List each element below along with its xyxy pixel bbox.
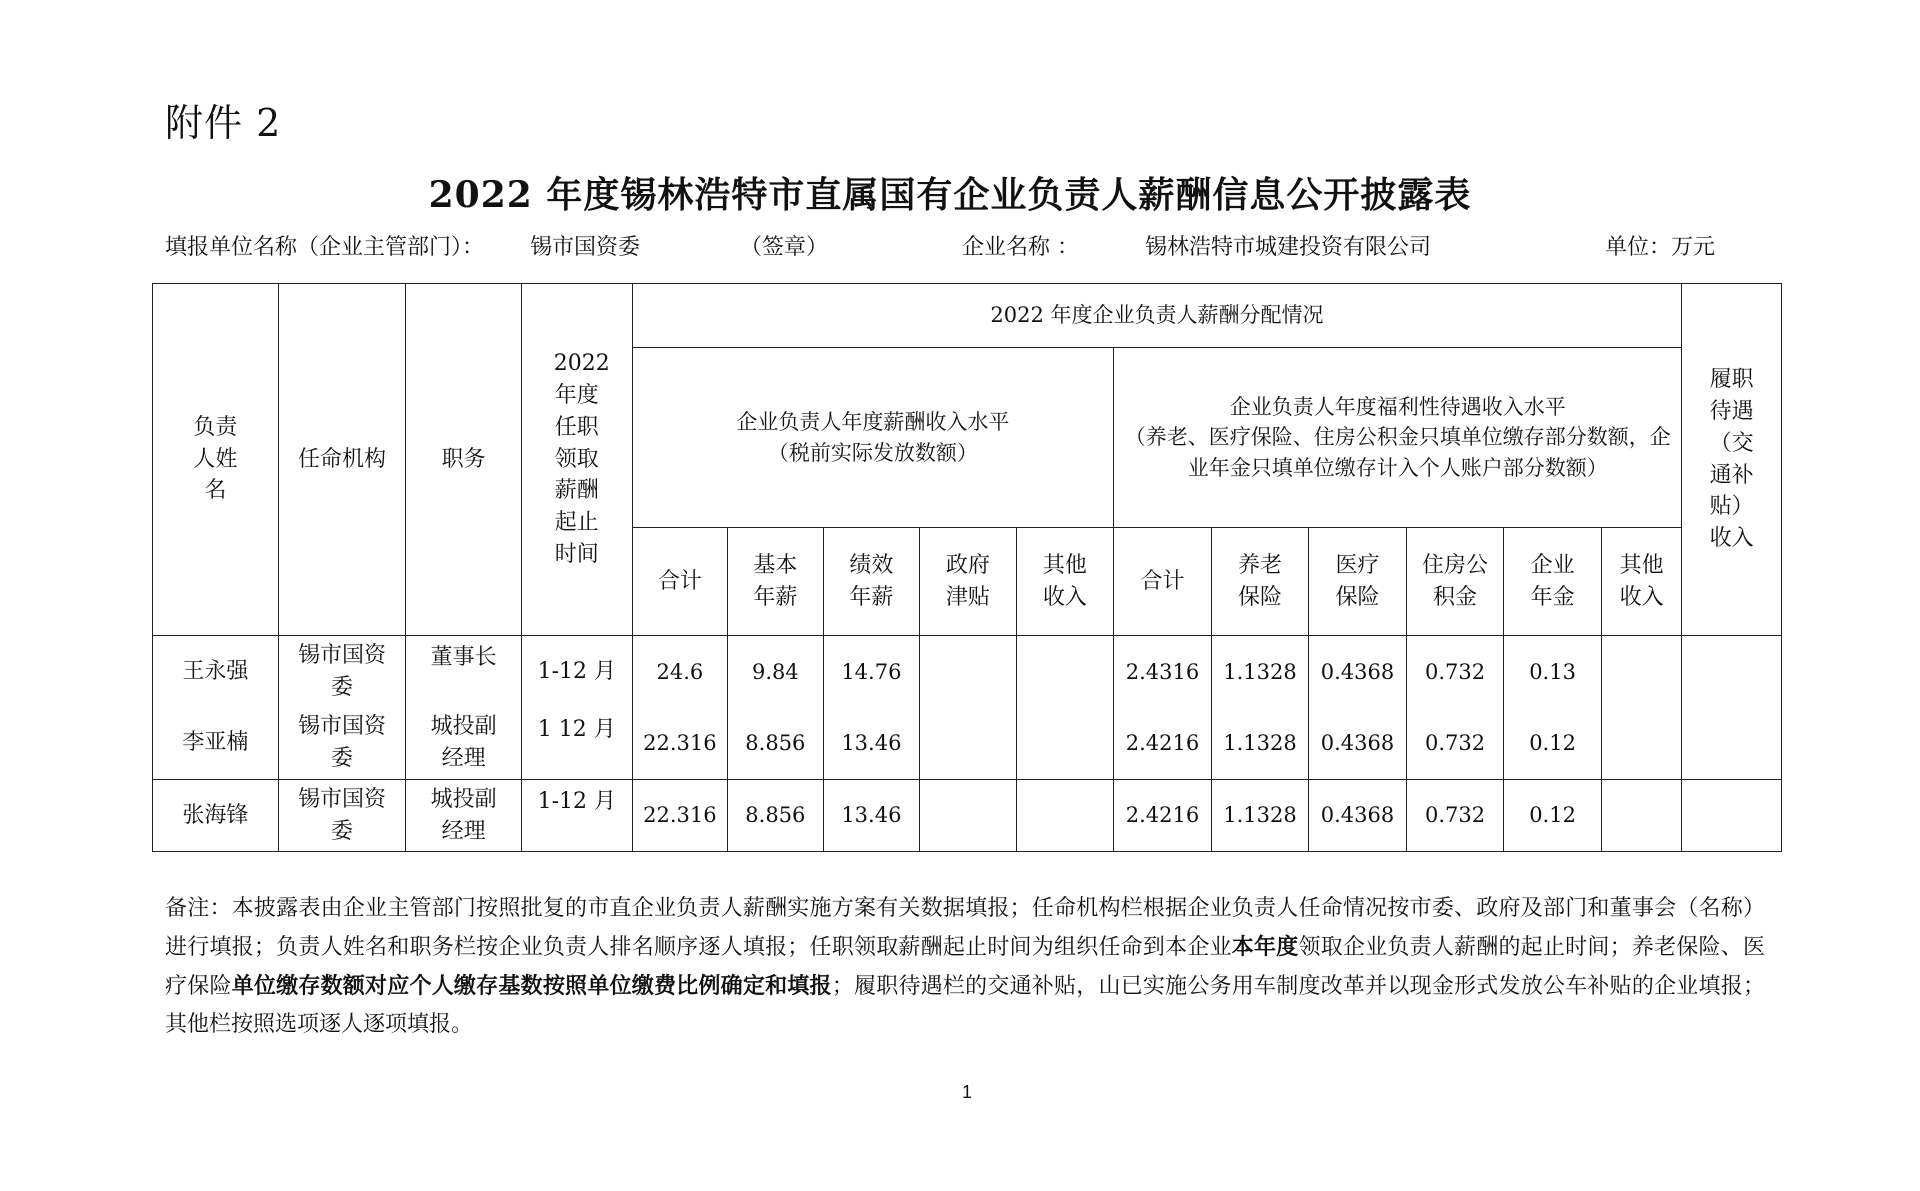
cell-pension: 1.1328 [1211, 780, 1309, 852]
remarks-part1: 备注：本披露表由企业主管部门按照批复的市直企业负责人薪酬实施方案有关数据填报；任命机构栏根据企业负责人任命情况按市委、政府及部门和董事会（名称）进行填报；负责人姓名和职务栏按企业负责人排名顺序逐人填报；任职领取薪酬起止时间为组织任命到本企业 [165, 896, 1765, 960]
cell-org: 锡市国资委 [278, 780, 406, 852]
cell-org: 锡市国资委 [278, 708, 406, 780]
cell-position: 城投副经理 [406, 708, 522, 780]
cell-annuity: 0.12 [1504, 780, 1602, 852]
cell-name: 张海锋 [153, 780, 279, 852]
salary-disclosure-table [152, 283, 1782, 852]
cell-pension: 1.1328 [1211, 708, 1309, 780]
cell-salary-other [1016, 780, 1114, 852]
company-name-label: 企业名称 ： [962, 235, 1079, 260]
cell-housing-fund: 0.732 [1406, 780, 1504, 852]
cell-period: 1 12 月 [522, 708, 633, 780]
reporting-unit-value: 锡市国资委 [530, 235, 641, 260]
attachment-label: 附件 2 [165, 101, 282, 145]
remarks-part3: ；履职待遇栏的交通补贴，山已实施公务用车制度改革并以现金形式发放公车补贴的企业填报；其他栏按照选项逐人逐项填报。 [165, 974, 1765, 1037]
cell-performance-salary: 14.76 [823, 636, 920, 708]
header-gov-allowance: 政府津贴 [920, 528, 1017, 636]
cell-position: 董事长 [406, 636, 522, 708]
header-pension: 养老保险 [1211, 528, 1309, 636]
seal-label: （签章） [740, 235, 829, 260]
cell-salary-total: 22.316 [632, 708, 728, 780]
header-housing-fund: 住房公积金 [1406, 528, 1504, 636]
cell-duty-allowance [1682, 780, 1782, 852]
cell-duty-allowance [1682, 708, 1782, 780]
header-medical: 医疗保险 [1309, 528, 1407, 636]
cell-welfare-other [1601, 636, 1681, 708]
remarks-bold2: 单位缴存数额对应个人缴存基数按照单位缴费比例确定和填报 [231, 973, 832, 999]
table-row [153, 780, 1782, 852]
cell-welfare-total: 2.4216 [1114, 708, 1212, 780]
header-basic-salary: 基本年薪 [728, 528, 824, 636]
table-row [153, 636, 1782, 708]
currency-unit: 单位：万元 [1605, 235, 1716, 260]
remarks [165, 890, 1765, 1044]
cell-housing-fund: 0.732 [1406, 636, 1504, 708]
salary-group-line1: 企业负责人年度薪酬收入水平 [736, 410, 1010, 435]
cell-gov-allowance [920, 780, 1017, 852]
page-title: 2022 年度锡林浩特市直属国有企业负责人薪酬信息公开披露表 [428, 174, 1472, 216]
cell-annuity: 0.13 [1504, 636, 1602, 708]
header-period: 2022年度任职领取薪酬起止时间 [522, 284, 633, 636]
cell-period: 1-12 月 [522, 636, 633, 708]
cell-welfare-other [1601, 708, 1681, 780]
header-duty-allowance: 履职待遇（交通补贴）收入 [1682, 284, 1782, 636]
cell-salary-total: 22.316 [632, 780, 728, 852]
cell-salary-other [1016, 708, 1114, 780]
remarks-part2: 领取企业负责人薪酬的起止时间；养老保险、医疗保险 [165, 935, 1765, 999]
cell-basic-salary: 8.856 [728, 708, 824, 780]
header-name: 负责人姓 名 [153, 284, 279, 636]
cell-basic-salary: 8.856 [728, 780, 824, 852]
page-number: 1 [961, 1082, 972, 1102]
header-salary-other: 其他收入 [1016, 528, 1114, 636]
cell-salary-total: 24.6 [632, 636, 728, 708]
salary-group-line2: （税前实际发放数额） [767, 440, 978, 465]
cell-gov-allowance [920, 708, 1017, 780]
remarks-bold1: 本年度 [1231, 934, 1299, 960]
cell-annuity: 0.12 [1504, 708, 1602, 780]
reporting-unit-label: 填报单位名称（企业主管部门）： [165, 235, 485, 260]
cell-org: 锡市国资委 [278, 636, 406, 708]
header-welfare-total: 合计 [1114, 528, 1212, 636]
cell-basic-salary: 9.84 [728, 636, 824, 708]
cell-housing-fund: 0.732 [1406, 708, 1504, 780]
header-annuity: 企业年金 [1504, 528, 1602, 636]
cell-performance-salary: 13.46 [823, 780, 920, 852]
table-row [153, 708, 1782, 780]
cell-welfare-total: 2.4216 [1114, 780, 1212, 852]
cell-name: 李亚楠 [153, 708, 279, 780]
header-salary-total: 合计 [632, 528, 728, 636]
header-welfare-group [1114, 348, 1682, 528]
cell-welfare-total: 2.4316 [1114, 636, 1212, 708]
cell-pension: 1.1328 [1211, 636, 1309, 708]
cell-salary-other [1016, 636, 1114, 708]
cell-position: 城投副经理 [406, 780, 522, 852]
company-name-value: 锡林浩特市城建投资有限公司 [1145, 235, 1432, 260]
cell-name: 王永强 [153, 636, 279, 708]
welfare-group-line2: （养老、医疗保险、住房公积金只填单位缴存部分数额，企业年金只填单位缴存计入个人账户部分数额） [1124, 425, 1671, 480]
cell-gov-allowance [920, 636, 1017, 708]
welfare-group-line1: 企业负责人年度福利性待遇收入水平 [1229, 394, 1566, 419]
cell-performance-salary: 13.46 [823, 708, 920, 780]
header-salary-group [632, 348, 1114, 528]
cell-period: 1-12 月 [522, 780, 633, 852]
header-distribution: 2022 年度企业负责人薪酬分配情况 [632, 284, 1682, 348]
header-org: 任命机构 [278, 284, 406, 636]
cell-medical: 0.4368 [1309, 780, 1407, 852]
cell-medical: 0.4368 [1309, 636, 1407, 708]
cell-medical: 0.4368 [1309, 708, 1407, 780]
header-position: 职务 [406, 284, 522, 636]
cell-welfare-other [1601, 780, 1681, 852]
cell-duty-allowance [1682, 636, 1782, 708]
header-welfare-other: 其他收入 [1601, 528, 1681, 636]
header-performance-salary: 绩效年薪 [823, 528, 920, 636]
